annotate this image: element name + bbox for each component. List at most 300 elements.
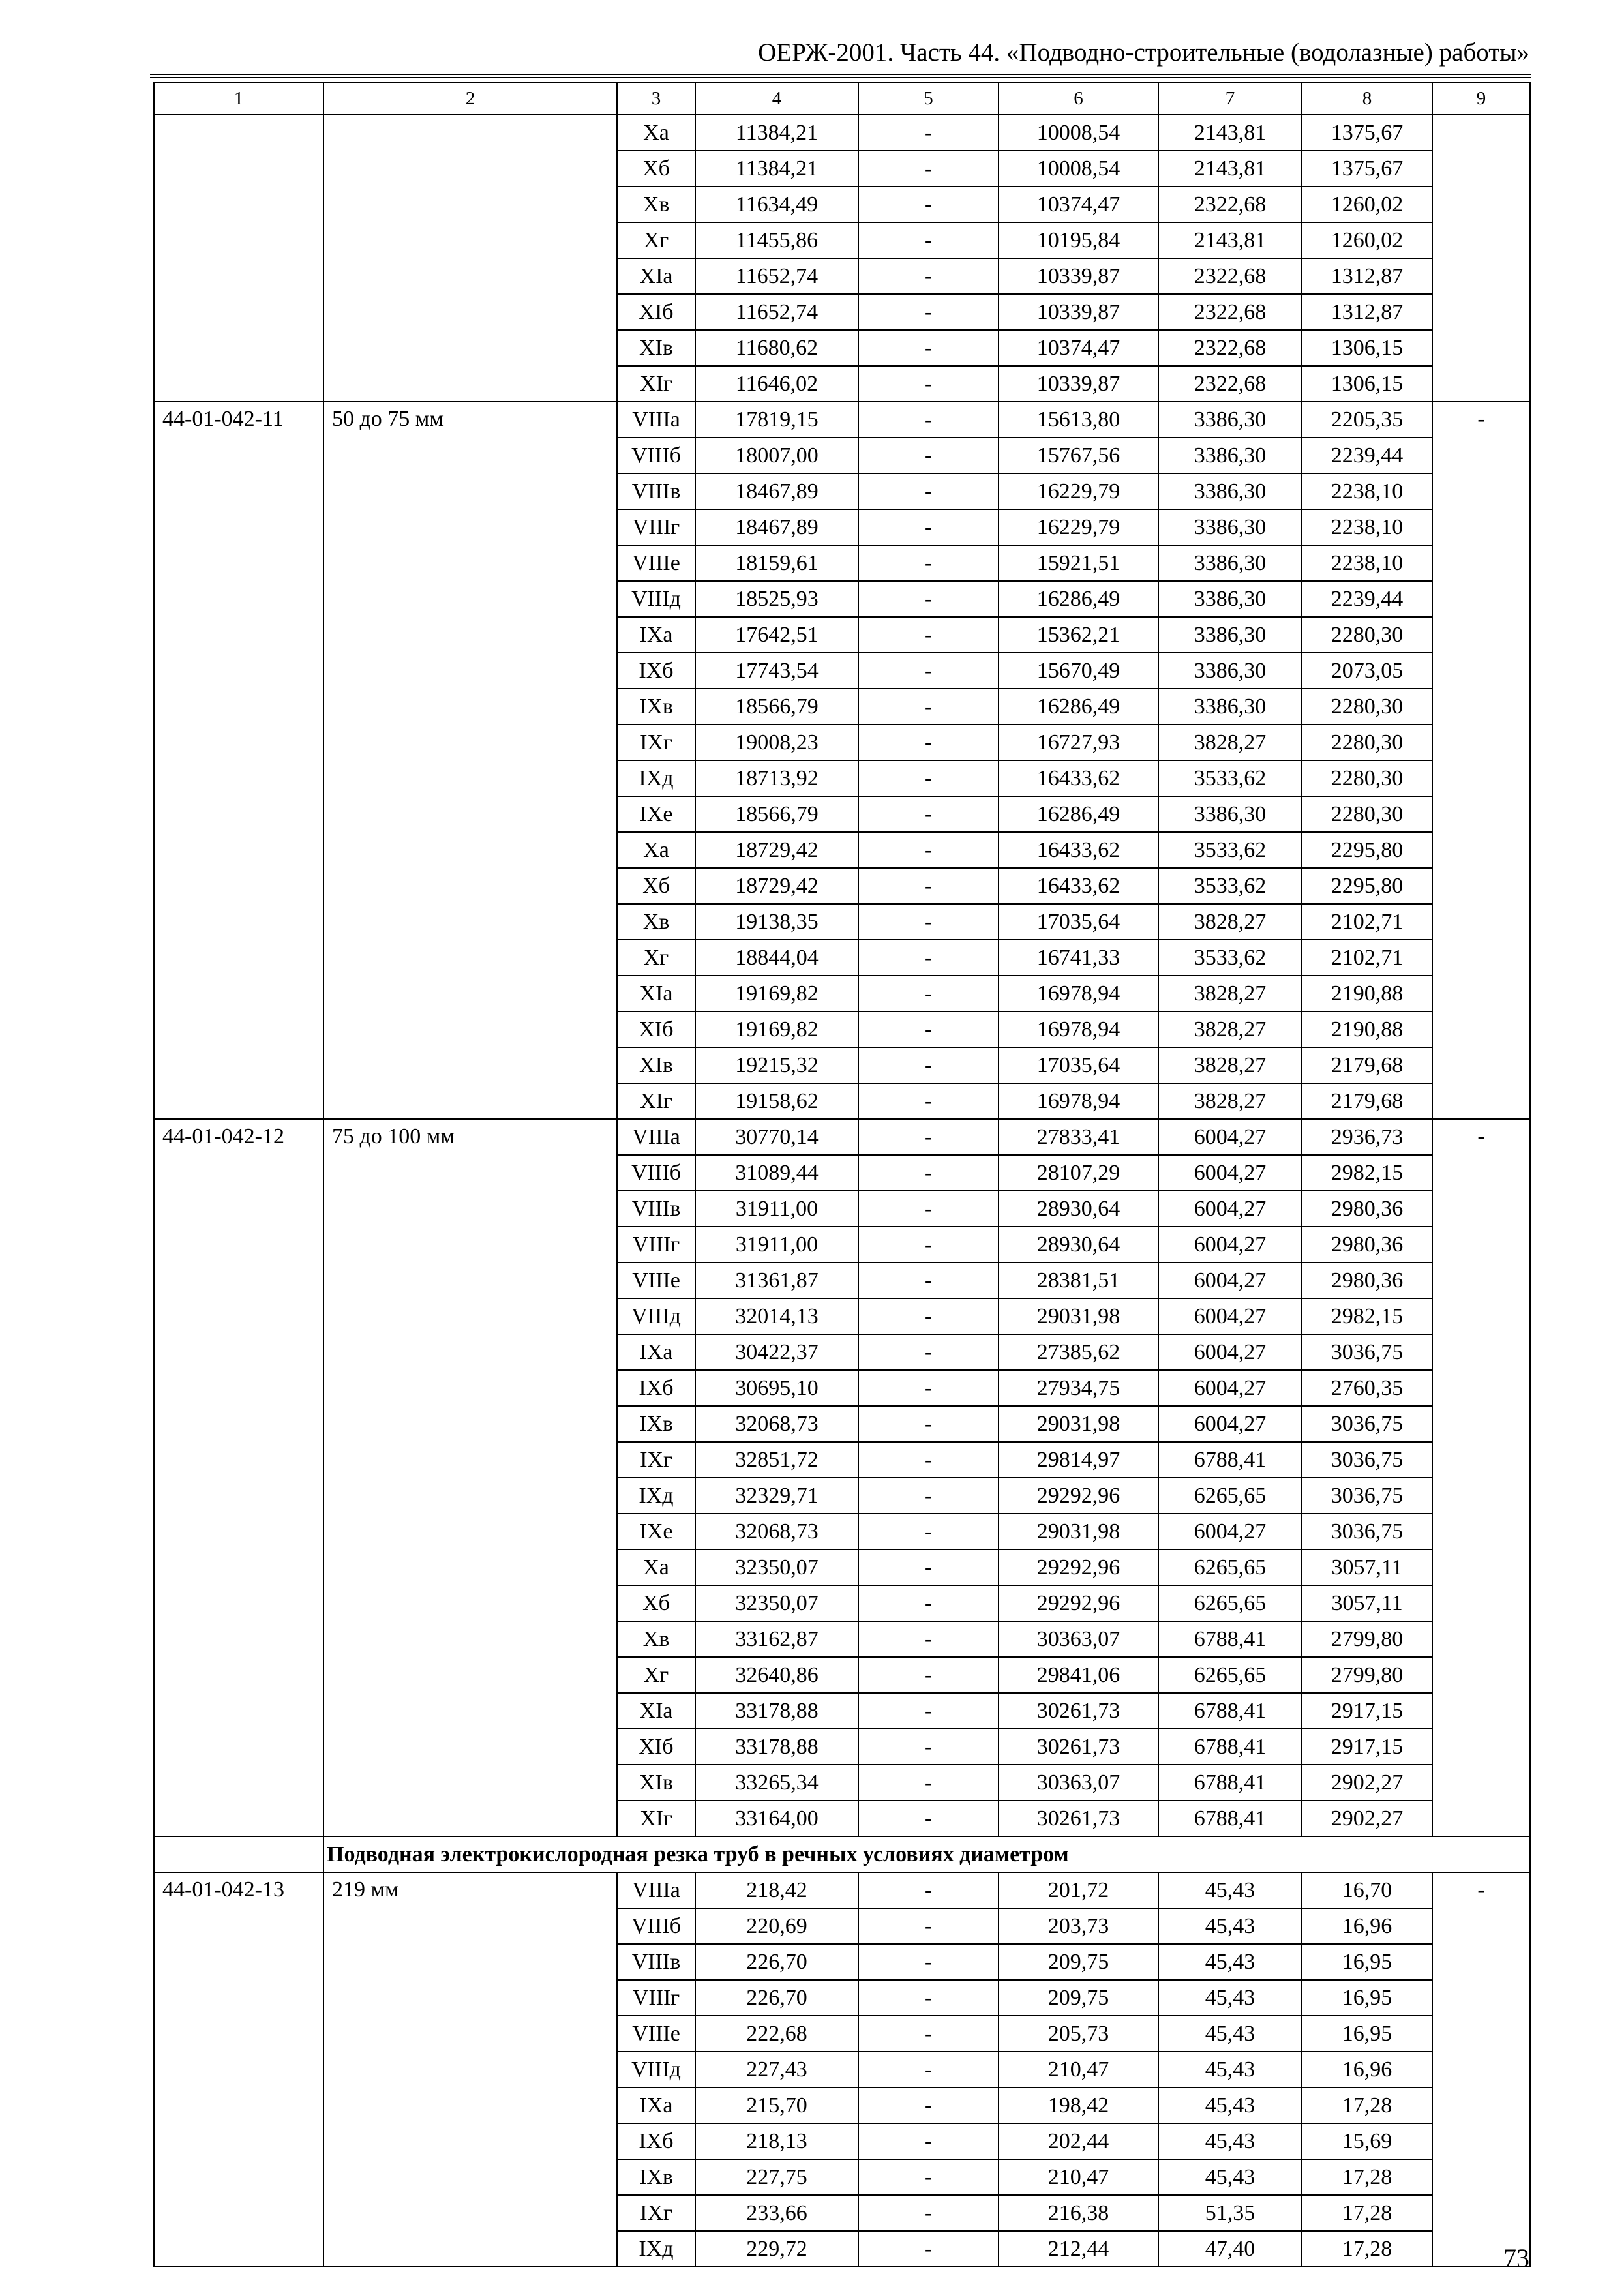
zone-cell: VIIIб — [617, 438, 695, 473]
zone-cell: Xв — [617, 1621, 695, 1657]
total-cost-cell: 19169,82 — [695, 976, 858, 1011]
machine-cost-cell: 29031,98 — [999, 1514, 1158, 1549]
machinist-wage-cell: 3386,30 — [1158, 689, 1302, 725]
material-cost-cell: 2280,30 — [1302, 760, 1432, 796]
machine-cost-cell: 28930,64 — [999, 1227, 1158, 1263]
machine-cost-cell: 16433,62 — [999, 868, 1158, 904]
machinist-wage-cell: 6004,27 — [1158, 1406, 1302, 1442]
zone-cell: VIIIб — [617, 1908, 695, 1944]
machine-cost-cell: 10339,87 — [999, 258, 1158, 294]
machine-cost-cell: 30261,73 — [999, 1693, 1158, 1729]
machine-cost-cell: 16286,49 — [999, 689, 1158, 725]
zone-cell: Xб — [617, 868, 695, 904]
column-number: 4 — [695, 83, 858, 115]
diameter-range-cell: 219 мм — [323, 1872, 617, 2267]
zone-cell: XIг — [617, 366, 695, 402]
machinist-wage-cell: 6004,27 — [1158, 1370, 1302, 1406]
zone-cell: VIIIа — [617, 1872, 695, 1908]
diameter-range-cell: 75 до 100 мм — [323, 1119, 617, 1836]
column-number: 8 — [1302, 83, 1432, 115]
material-cost-cell: 2179,68 — [1302, 1083, 1432, 1119]
material-cost-cell: 3036,75 — [1302, 1478, 1432, 1514]
machine-cost-cell: 16286,49 — [999, 796, 1158, 832]
machinist-wage-cell: 3386,30 — [1158, 509, 1302, 545]
total-cost-cell: 226,70 — [695, 1944, 858, 1980]
table-body — [154, 115, 1530, 2267]
machinist-wage-cell: 6788,41 — [1158, 1442, 1302, 1478]
column-number: 3 — [617, 83, 695, 115]
column-number-row — [154, 83, 1530, 115]
machinist-wage-cell: 3386,30 — [1158, 438, 1302, 473]
machinist-wage-cell: 45,43 — [1158, 2087, 1302, 2123]
machinist-wage-cell: 6788,41 — [1158, 1765, 1302, 1801]
machine-cost-cell: 16433,62 — [999, 760, 1158, 796]
machine-cost-cell: 16978,94 — [999, 1083, 1158, 1119]
machinist-wage-cell: 3386,30 — [1158, 581, 1302, 617]
machine-cost-cell: 30261,73 — [999, 1801, 1158, 1836]
zone-cell: Xа — [617, 832, 695, 868]
labor-cost-cell: - — [858, 1263, 999, 1298]
zone-cell: XIв — [617, 1047, 695, 1083]
material-cost-cell: 2980,36 — [1302, 1227, 1432, 1263]
column-9-cell: - — [1432, 402, 1530, 1119]
labor-cost-cell: - — [858, 509, 999, 545]
zone-cell: XIб — [617, 294, 695, 330]
machinist-wage-cell: 45,43 — [1158, 1872, 1302, 1908]
labor-cost-cell: - — [858, 832, 999, 868]
material-cost-cell: 2238,10 — [1302, 509, 1432, 545]
material-cost-cell: 2902,27 — [1302, 1765, 1432, 1801]
machinist-wage-cell: 6004,27 — [1158, 1227, 1302, 1263]
machine-cost-cell: 29031,98 — [999, 1298, 1158, 1334]
material-cost-cell: 2982,15 — [1302, 1155, 1432, 1191]
material-cost-cell: 1312,87 — [1302, 294, 1432, 330]
material-cost-cell: 2238,10 — [1302, 545, 1432, 581]
labor-cost-cell: - — [858, 1370, 999, 1406]
machine-cost-cell: 16978,94 — [999, 976, 1158, 1011]
labor-cost-cell: - — [858, 940, 999, 976]
total-cost-cell: 227,75 — [695, 2159, 858, 2195]
column-number: 6 — [999, 83, 1158, 115]
total-cost-cell: 32350,07 — [695, 1585, 858, 1621]
total-cost-cell: 11634,49 — [695, 187, 858, 222]
machinist-wage-cell: 2322,68 — [1158, 330, 1302, 366]
machinist-wage-cell: 3828,27 — [1158, 904, 1302, 940]
zone-cell: VIIIа — [617, 1119, 695, 1155]
header-double-rule — [150, 74, 1531, 78]
machine-cost-cell: 10008,54 — [999, 115, 1158, 151]
zone-cell: Xг — [617, 1657, 695, 1693]
zone-cell: IXд — [617, 760, 695, 796]
total-cost-cell: 11455,86 — [695, 222, 858, 258]
total-cost-cell: 215,70 — [695, 2087, 858, 2123]
labor-cost-cell: - — [858, 1729, 999, 1765]
total-cost-cell: 18566,79 — [695, 796, 858, 832]
machinist-wage-cell: 3533,62 — [1158, 940, 1302, 976]
rate-code-cell: 44-01-042-12 — [154, 1119, 323, 1836]
labor-cost-cell: - — [858, 1191, 999, 1227]
column-number: 5 — [858, 83, 999, 115]
zone-cell: VIIIв — [617, 1944, 695, 1980]
labor-cost-cell: - — [858, 151, 999, 187]
labor-cost-cell: - — [858, 760, 999, 796]
total-cost-cell: 11384,21 — [695, 115, 858, 151]
rate-code-cell — [154, 115, 323, 402]
zone-cell: IXб — [617, 1370, 695, 1406]
machine-cost-cell: 30363,07 — [999, 1765, 1158, 1801]
labor-cost-cell: - — [858, 2159, 999, 2195]
machinist-wage-cell: 6788,41 — [1158, 1621, 1302, 1657]
machinist-wage-cell: 6788,41 — [1158, 1729, 1302, 1765]
machine-cost-cell: 209,75 — [999, 1944, 1158, 1980]
labor-cost-cell: - — [858, 1298, 999, 1334]
material-cost-cell: 2982,15 — [1302, 1298, 1432, 1334]
zone-cell: XIв — [617, 1765, 695, 1801]
total-cost-cell: 30695,10 — [695, 1370, 858, 1406]
labor-cost-cell: - — [858, 617, 999, 653]
labor-cost-cell: - — [858, 2195, 999, 2231]
machinist-wage-cell: 45,43 — [1158, 1980, 1302, 2016]
material-cost-cell: 2102,71 — [1302, 940, 1432, 976]
zone-cell: IXд — [617, 1478, 695, 1514]
machine-cost-cell: 201,72 — [999, 1872, 1158, 1908]
material-cost-cell: 16,95 — [1302, 1980, 1432, 2016]
labor-cost-cell: - — [858, 1155, 999, 1191]
total-cost-cell: 32640,86 — [695, 1657, 858, 1693]
machine-cost-cell: 29031,98 — [999, 1406, 1158, 1442]
labor-cost-cell: - — [858, 2016, 999, 2052]
zone-cell: Xа — [617, 115, 695, 151]
labor-cost-cell: - — [858, 1011, 999, 1047]
machine-cost-cell: 29292,96 — [999, 1549, 1158, 1585]
material-cost-cell: 2980,36 — [1302, 1263, 1432, 1298]
total-cost-cell: 227,43 — [695, 2052, 858, 2087]
total-cost-cell: 31361,87 — [695, 1263, 858, 1298]
machinist-wage-cell: 45,43 — [1158, 2159, 1302, 2195]
material-cost-cell: 2073,05 — [1302, 653, 1432, 689]
zone-cell: XIа — [617, 1693, 695, 1729]
zone-cell: VIIIг — [617, 1227, 695, 1263]
labor-cost-cell: - — [858, 653, 999, 689]
machine-cost-cell: 16433,62 — [999, 832, 1158, 868]
machinist-wage-cell: 2143,81 — [1158, 115, 1302, 151]
machine-cost-cell: 202,44 — [999, 2123, 1158, 2159]
labor-cost-cell: - — [858, 689, 999, 725]
total-cost-cell: 18729,42 — [695, 832, 858, 868]
material-cost-cell: 2936,73 — [1302, 1119, 1432, 1155]
zone-cell: IXа — [617, 617, 695, 653]
labor-cost-cell: - — [858, 366, 999, 402]
machinist-wage-cell: 45,43 — [1158, 2016, 1302, 2052]
machinist-wage-cell: 3386,30 — [1158, 402, 1302, 438]
material-cost-cell: 3057,11 — [1302, 1585, 1432, 1621]
machine-cost-cell: 205,73 — [999, 2016, 1158, 2052]
machine-cost-cell: 16741,33 — [999, 940, 1158, 976]
labor-cost-cell: - — [858, 581, 999, 617]
material-cost-cell: 16,96 — [1302, 2052, 1432, 2087]
labor-cost-cell: - — [858, 258, 999, 294]
labor-cost-cell: - — [858, 294, 999, 330]
labor-cost-cell: - — [858, 1944, 999, 1980]
zone-cell: IXб — [617, 2123, 695, 2159]
labor-cost-cell: - — [858, 187, 999, 222]
machinist-wage-cell: 6004,27 — [1158, 1514, 1302, 1549]
total-cost-cell: 19169,82 — [695, 1011, 858, 1047]
machinist-wage-cell: 2322,68 — [1158, 366, 1302, 402]
machine-cost-cell: 209,75 — [999, 1980, 1158, 2016]
zone-cell: Xа — [617, 1549, 695, 1585]
zone-cell: Xб — [617, 151, 695, 187]
material-cost-cell: 1306,15 — [1302, 366, 1432, 402]
zone-cell: VIIIг — [617, 509, 695, 545]
machine-cost-cell: 28107,29 — [999, 1155, 1158, 1191]
machinist-wage-cell: 6004,27 — [1158, 1334, 1302, 1370]
zone-cell: IXе — [617, 1514, 695, 1549]
total-cost-cell: 17743,54 — [695, 653, 858, 689]
machine-cost-cell: 30261,73 — [999, 1729, 1158, 1765]
material-cost-cell: 1306,15 — [1302, 330, 1432, 366]
material-cost-cell: 17,28 — [1302, 2159, 1432, 2195]
labor-cost-cell: - — [858, 330, 999, 366]
material-cost-cell: 2917,15 — [1302, 1729, 1432, 1765]
zone-cell: IXа — [617, 2087, 695, 2123]
total-cost-cell: 18525,93 — [695, 581, 858, 617]
zone-cell: XIб — [617, 1011, 695, 1047]
machine-cost-cell: 27934,75 — [999, 1370, 1158, 1406]
machine-cost-cell: 16229,79 — [999, 509, 1158, 545]
table-row — [154, 402, 1530, 438]
zone-cell: VIIIе — [617, 2016, 695, 2052]
total-cost-cell: 32350,07 — [695, 1549, 858, 1585]
material-cost-cell: 1260,02 — [1302, 222, 1432, 258]
machine-cost-cell: 10008,54 — [999, 151, 1158, 187]
zone-cell: VIIIе — [617, 1263, 695, 1298]
diameter-range-cell — [323, 115, 617, 402]
material-cost-cell: 1260,02 — [1302, 187, 1432, 222]
labor-cost-cell: - — [858, 1693, 999, 1729]
machinist-wage-cell: 6004,27 — [1158, 1191, 1302, 1227]
total-cost-cell: 18844,04 — [695, 940, 858, 976]
total-cost-cell: 33265,34 — [695, 1765, 858, 1801]
zone-cell: XIг — [617, 1083, 695, 1119]
material-cost-cell: 1375,67 — [1302, 115, 1432, 151]
labor-cost-cell: - — [858, 1119, 999, 1155]
machinist-wage-cell: 45,43 — [1158, 1908, 1302, 1944]
total-cost-cell: 19138,35 — [695, 904, 858, 940]
table-row — [154, 115, 1530, 151]
labor-cost-cell: - — [858, 1334, 999, 1370]
material-cost-cell: 3036,75 — [1302, 1514, 1432, 1549]
column-9-cell: - — [1432, 1872, 1530, 2267]
machine-cost-cell: 10374,47 — [999, 330, 1158, 366]
total-cost-cell: 18159,61 — [695, 545, 858, 581]
material-cost-cell: 2280,30 — [1302, 689, 1432, 725]
total-cost-cell: 19008,23 — [695, 725, 858, 760]
zone-cell: VIIIа — [617, 402, 695, 438]
page-number: 73 — [1503, 2243, 1529, 2273]
material-cost-cell: 2239,44 — [1302, 438, 1432, 473]
labor-cost-cell: - — [858, 1801, 999, 1836]
machine-cost-cell: 29292,96 — [999, 1585, 1158, 1621]
zone-cell: IXг — [617, 1442, 695, 1478]
total-cost-cell: 18566,79 — [695, 689, 858, 725]
total-cost-cell: 11652,74 — [695, 258, 858, 294]
machinist-wage-cell: 3386,30 — [1158, 473, 1302, 509]
rate-code-cell: 44-01-042-11 — [154, 402, 323, 1119]
material-cost-cell: 1375,67 — [1302, 151, 1432, 187]
machine-cost-cell: 28930,64 — [999, 1191, 1158, 1227]
column-number: 1 — [154, 83, 323, 115]
zone-cell: IXе — [617, 796, 695, 832]
document-header: ОЕРЖ-2001. Часть 44. «Подводно-строительные (водолазные) работы» — [758, 38, 1529, 67]
zone-cell: VIIIд — [617, 581, 695, 617]
machine-cost-cell: 10339,87 — [999, 294, 1158, 330]
labor-cost-cell: - — [858, 473, 999, 509]
machine-cost-cell: 29814,97 — [999, 1442, 1158, 1478]
zone-cell: VIIIв — [617, 473, 695, 509]
total-cost-cell: 220,69 — [695, 1908, 858, 1944]
machine-cost-cell: 17035,64 — [999, 904, 1158, 940]
machinist-wage-cell: 6004,27 — [1158, 1263, 1302, 1298]
labor-cost-cell: - — [858, 1047, 999, 1083]
machinist-wage-cell: 2322,68 — [1158, 187, 1302, 222]
total-cost-cell: 31089,44 — [695, 1155, 858, 1191]
machinist-wage-cell: 3533,62 — [1158, 868, 1302, 904]
machine-cost-cell: 203,73 — [999, 1908, 1158, 1944]
machine-cost-cell: 27833,41 — [999, 1119, 1158, 1155]
labor-cost-cell: - — [858, 2052, 999, 2087]
total-cost-cell: 226,70 — [695, 1980, 858, 2016]
labor-cost-cell: - — [858, 438, 999, 473]
machine-cost-cell: 16229,79 — [999, 473, 1158, 509]
labor-cost-cell: - — [858, 976, 999, 1011]
machine-cost-cell: 10339,87 — [999, 366, 1158, 402]
machine-cost-cell: 28381,51 — [999, 1263, 1158, 1298]
material-cost-cell: 2980,36 — [1302, 1191, 1432, 1227]
column-9-cell — [1432, 115, 1530, 402]
total-cost-cell: 11680,62 — [695, 330, 858, 366]
labor-cost-cell: - — [858, 2123, 999, 2159]
total-cost-cell: 11646,02 — [695, 366, 858, 402]
zone-cell: IXв — [617, 2159, 695, 2195]
labor-cost-cell: - — [858, 2087, 999, 2123]
total-cost-cell: 19215,32 — [695, 1047, 858, 1083]
material-cost-cell: 16,96 — [1302, 1908, 1432, 1944]
machine-cost-cell: 15921,51 — [999, 545, 1158, 581]
rate-code-cell: 44-01-042-13 — [154, 1872, 323, 2267]
machinist-wage-cell: 3828,27 — [1158, 1083, 1302, 1119]
zone-cell: Xг — [617, 222, 695, 258]
column-number: 2 — [323, 83, 617, 115]
machine-cost-cell: 15362,21 — [999, 617, 1158, 653]
labor-cost-cell: - — [858, 796, 999, 832]
machine-cost-cell: 15670,49 — [999, 653, 1158, 689]
zone-cell: IXв — [617, 689, 695, 725]
total-cost-cell: 218,42 — [695, 1872, 858, 1908]
machinist-wage-cell: 3386,30 — [1158, 796, 1302, 832]
column-9-cell: - — [1432, 1119, 1530, 1836]
total-cost-cell: 18729,42 — [695, 868, 858, 904]
total-cost-cell: 233,66 — [695, 2195, 858, 2231]
machinist-wage-cell: 6004,27 — [1158, 1119, 1302, 1155]
total-cost-cell: 18713,92 — [695, 760, 858, 796]
machine-cost-cell: 29841,06 — [999, 1657, 1158, 1693]
material-cost-cell: 3036,75 — [1302, 1406, 1432, 1442]
total-cost-cell: 18467,89 — [695, 509, 858, 545]
zone-cell: IXг — [617, 725, 695, 760]
material-cost-cell: 2760,35 — [1302, 1370, 1432, 1406]
total-cost-cell: 222,68 — [695, 2016, 858, 2052]
total-cost-cell: 30770,14 — [695, 1119, 858, 1155]
machine-cost-cell: 16727,93 — [999, 725, 1158, 760]
zone-cell: IXб — [617, 653, 695, 689]
machinist-wage-cell: 3386,30 — [1158, 617, 1302, 653]
zone-cell: VIIIд — [617, 2052, 695, 2087]
labor-cost-cell: - — [858, 402, 999, 438]
labor-cost-cell: - — [858, 1442, 999, 1478]
total-cost-cell: 31911,00 — [695, 1191, 858, 1227]
machinist-wage-cell: 3533,62 — [1158, 760, 1302, 796]
zone-cell: Xб — [617, 1585, 695, 1621]
material-cost-cell: 17,28 — [1302, 2087, 1432, 2123]
machinist-wage-cell: 6788,41 — [1158, 1801, 1302, 1836]
machinist-wage-cell: 6265,65 — [1158, 1585, 1302, 1621]
machinist-wage-cell: 6265,65 — [1158, 1657, 1302, 1693]
material-cost-cell: 17,28 — [1302, 2231, 1432, 2267]
machinist-wage-cell: 3828,27 — [1158, 1011, 1302, 1047]
total-cost-cell: 33162,87 — [695, 1621, 858, 1657]
zone-cell: VIIIг — [617, 1980, 695, 2016]
machinist-wage-cell: 3828,27 — [1158, 725, 1302, 760]
labor-cost-cell: - — [858, 1227, 999, 1263]
machine-cost-cell: 15613,80 — [999, 402, 1158, 438]
machinist-wage-cell: 45,43 — [1158, 1944, 1302, 1980]
machine-cost-cell: 198,42 — [999, 2087, 1158, 2123]
material-cost-cell: 2205,35 — [1302, 402, 1432, 438]
labor-cost-cell: - — [858, 1657, 999, 1693]
zone-cell: XIв — [617, 330, 695, 366]
machinist-wage-cell: 3828,27 — [1158, 976, 1302, 1011]
total-cost-cell: 17642,51 — [695, 617, 858, 653]
labor-cost-cell: - — [858, 1083, 999, 1119]
material-cost-cell: 2902,27 — [1302, 1801, 1432, 1836]
total-cost-cell: 32014,13 — [695, 1298, 858, 1334]
zone-cell: IXа — [617, 1334, 695, 1370]
labor-cost-cell: - — [858, 725, 999, 760]
material-cost-cell: 16,95 — [1302, 1944, 1432, 1980]
total-cost-cell: 18467,89 — [695, 473, 858, 509]
machine-cost-cell: 30363,07 — [999, 1621, 1158, 1657]
material-cost-cell: 2238,10 — [1302, 473, 1432, 509]
zone-cell: VIIIе — [617, 545, 695, 581]
zone-cell: Xв — [617, 187, 695, 222]
material-cost-cell: 16,95 — [1302, 2016, 1432, 2052]
diameter-range-cell: 50 до 75 мм — [323, 402, 617, 1119]
material-cost-cell: 3036,75 — [1302, 1334, 1432, 1370]
machinist-wage-cell: 47,40 — [1158, 2231, 1302, 2267]
material-cost-cell: 3036,75 — [1302, 1442, 1432, 1478]
machinist-wage-cell: 3828,27 — [1158, 1047, 1302, 1083]
material-cost-cell: 2917,15 — [1302, 1693, 1432, 1729]
labor-cost-cell: - — [858, 1514, 999, 1549]
machine-cost-cell: 17035,64 — [999, 1047, 1158, 1083]
table-row — [154, 1119, 1530, 1155]
material-cost-cell: 2799,80 — [1302, 1657, 1432, 1693]
machinist-wage-cell: 6004,27 — [1158, 1298, 1302, 1334]
machinist-wage-cell: 3386,30 — [1158, 653, 1302, 689]
material-cost-cell: 2190,88 — [1302, 976, 1432, 1011]
column-number: 7 — [1158, 83, 1302, 115]
